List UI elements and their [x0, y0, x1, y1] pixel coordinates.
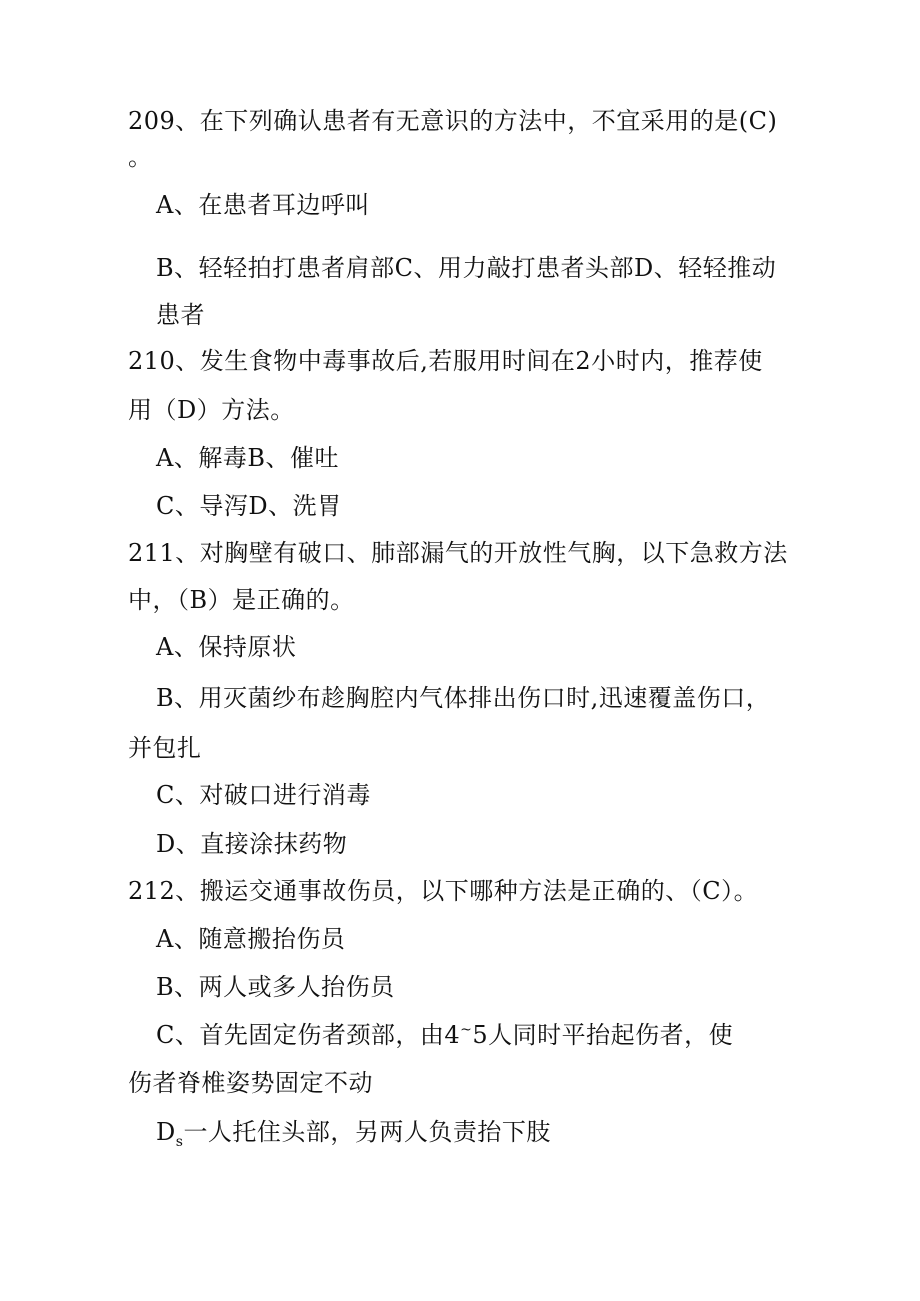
question-211-option-a: A、保持原状 — [156, 633, 297, 661]
question-211-option-b-continuation: 并包扎 — [128, 734, 202, 762]
question-212-option-a: A、随意搬抬伤员 — [156, 925, 346, 953]
question-212-option-c — [156, 1020, 733, 1054]
question-210-options-cd: C、导泻D、洗胃 — [156, 492, 342, 520]
question-212-stem: 212、搬运交通事故伤员，以下哪种方法是正确的、（C）。 — [128, 877, 759, 905]
question-210-stem-line-1: 210、发生食物中毒事故后,若服用时间在2小时内，推荐使 — [128, 347, 763, 375]
question-209-option-d-continuation: 患者 — [156, 301, 205, 329]
question-210-stem-line-2: 用（D）方法。 — [128, 396, 295, 424]
question-209-stem-line-1: 209、在下列确认患者有无意识的方法中，不宜采用的是(C) — [128, 107, 778, 135]
question-209-stem-line-2: 。 — [128, 143, 153, 171]
question-211-option-d: D、直接涂抹药物 — [156, 830, 348, 858]
question-212-option-c-before: C、首先固定伤者颈部，由4 — [156, 1021, 461, 1049]
question-212-option-d-text: 一人托住头部，另两人负责抬下肢 — [183, 1118, 551, 1146]
question-211-option-b: B、用灭菌纱布趁胸腔内气体排出伤口时,迅速覆盖伤口， — [156, 684, 771, 712]
question-211-option-c: C、对破口进行消毒 — [156, 781, 371, 809]
question-212-option-d — [156, 1117, 551, 1151]
question-210-options-ab: A、解毒B、催吐 — [156, 444, 339, 472]
question-212-option-c-continuation: 伤者脊椎姿势固定不动 — [128, 1069, 373, 1097]
question-211-stem-line-1: 211、对胸壁有破口、肺部漏气的开放性气胸，以下急救方法 — [128, 539, 788, 567]
question-212-option-c-tilde: ~ — [460, 1022, 473, 1038]
question-212-option-b: B、两人或多人抬伤员 — [156, 973, 395, 1001]
question-209-option-a: A、在患者耳边呼叫 — [156, 191, 370, 219]
question-209-options-bcd: B、轻轻拍打患者肩部C、用力敲打患者头部D、轻轻推动 — [156, 254, 777, 282]
question-212-option-c-after: 5人同时平抬起伤者，使 — [472, 1021, 734, 1049]
question-211-stem-line-2: 中，（B）是正确的。 — [128, 586, 355, 614]
question-212-option-d-letter: D — [156, 1118, 176, 1146]
question-212-option-d-subscript: s — [175, 1134, 184, 1150]
